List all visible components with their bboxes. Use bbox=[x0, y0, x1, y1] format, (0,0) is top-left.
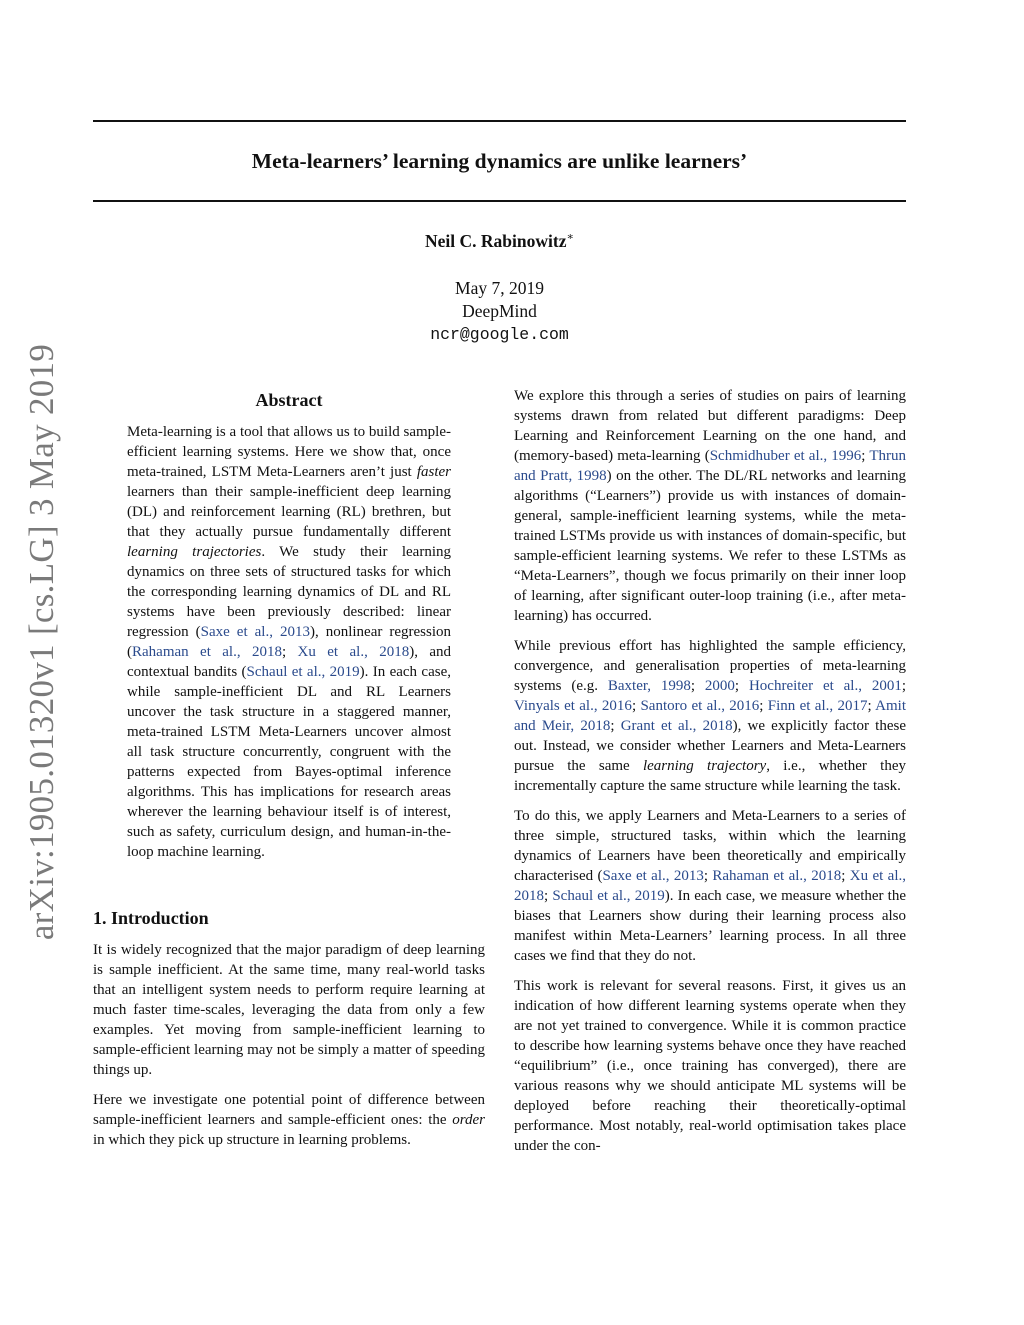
paper-date: May 7, 2019 bbox=[455, 278, 544, 298]
citation-link[interactable]: Amit and Meir, 2018 bbox=[514, 698, 906, 734]
author-footnote-mark: ∗ bbox=[566, 231, 574, 243]
arxiv-identifier-stamp: arXiv:1905.01320v1 [cs.LG] 3 May 2019 bbox=[22, 343, 61, 941]
citation-link[interactable]: Schmidhuber et al., 1996 bbox=[709, 448, 862, 464]
paper-title: Meta-learners’ learning dynamics are unlike learners’ bbox=[251, 149, 748, 173]
citation-link[interactable]: Rahaman et al., 2018 bbox=[712, 868, 842, 884]
citation-link[interactable]: Saxe et al., 2013 bbox=[200, 624, 310, 640]
intro-paragraph: Here we investigate one potential point of difference between sample-inefficient learners and sample-efficient ones: the order in which they pick up structure in learning problems. bbox=[93, 1092, 485, 1148]
right-column bbox=[514, 386, 906, 1166]
citation-link[interactable]: Santoro et al., 2016 bbox=[640, 698, 760, 714]
left-column bbox=[93, 384, 485, 1160]
author-name bbox=[93, 230, 906, 252]
citation-link[interactable]: Baxter, 1998 bbox=[607, 678, 691, 694]
body-paragraph: To do this, we apply Learners and Meta-Learners to a series of three simple, structured tasks, within which the learning dynamics of Learners have been theoretically and empirically characterised (Saxe et al., 2013; Rahaman et al., 2018; Xu et al., 2018; Schaul et al., 2019). In each case, we measure whether the biases that Learners show during their learning process also manifest within Meta-Learners’ learning process. In all three cases we find that they do not. bbox=[514, 808, 907, 964]
citation-link[interactable]: Rahaman et al., 2018 bbox=[132, 644, 282, 660]
intro-paragraph: It is widely recognized that the major paradigm of deep learning is sample inefficient. At the same time, many real-world tasks that an intelligent system needs to perform require learning at much faster time-scales, leveraging the data from only a few examples. Yet moving from sample-inefficient learning to sample-efficient learning may not be simply a matter of speeding things up. bbox=[93, 942, 485, 1078]
title-rule-top bbox=[93, 120, 906, 122]
citation-link[interactable]: Grant et al., 2018 bbox=[620, 718, 733, 734]
citation-link[interactable]: 2000 bbox=[704, 678, 735, 694]
citation-link[interactable]: Xu et al., 2018 bbox=[514, 868, 906, 904]
citation-link[interactable]: Schaul et al., 2019 bbox=[552, 888, 665, 904]
abstract-text: Meta-learning is a tool that allows us to build sample-efficient learning systems. Here we show that, once meta-trained, LSTM Meta-Learners aren’t just faster learners than their sample-inefficient deep learning (DL) and reinforcement learning (RL) brethren, but that they actually pursue fundamentally different learning trajectories. We study their learning dynamics on three sets of structured tasks for which the corresponding learning dynamics of DL and RL systems have been previously described: linear regression (Saxe et al., 2013), nonlinear regression (Rahaman et al., 2018; Xu et al., 2018), and contextual bandits (Schaul et al., 2019). In each case, while sample-inefficient DL and RL Learners uncover the task structure in a staggered manner, meta-trained LSTM Meta-Learners uncover almost all task structure concurrently, congruent with the patterns expected from Bayes-optimal inference algorithms. This has implications for research areas wherever the learning behaviour itself is of interest, such as safety, curriculum design, and human-in-the-loop machine learning. bbox=[127, 424, 452, 860]
abstract-heading: Abstract bbox=[255, 390, 323, 410]
citation-link[interactable]: Saxe et al., 2013 bbox=[602, 868, 704, 884]
body-paragraph: We explore this through a series of studies on pairs of learning systems drawn from related but different paradigms: Deep Learning and Reinforcement Learning on the one hand, and (memory-based) meta-learning (Schmidhuber et al., 1996; Thrun and Pratt, 1998) on the other. The DL/RL networks and learning algorithms (“Learners”) provide us with instances of domain-general, sample-inefficient learning systems, while the meta-trained LSTMs provide us with instances of domain-specific, but sample-efficient learning systems. We refer to these LSTMs as “Meta-Learners”, though we focus primarily on their inner loop of learning, after significant outer-loop training (i.e., after meta-learning) has occurred. bbox=[514, 388, 906, 624]
citation-link[interactable]: Hochreiter et al., 2001 bbox=[748, 678, 902, 694]
author-affiliation: DeepMind bbox=[462, 301, 537, 321]
citation-link[interactable]: Vinyals et al., 2016 bbox=[514, 698, 632, 714]
body-paragraph: While previous effort has highlighted the sample efficiency, convergence, and generalisation properties of meta-learning systems (e.g. Baxter, 1998; 2000; Hochreiter et al., 2001; Vinyals et al., 2016; Santoro et al., 2016; Finn et al., 2017; Amit and Meir, 2018; Grant et al., 2018), we explicitly factor these out. Instead, we consider whether Learners and Meta-Learners pursue the same learning trajectory, i.e., whether they incrementally capture the same structure while learning the task. bbox=[514, 638, 907, 794]
author-email[interactable]: ncr@google.com bbox=[430, 325, 569, 344]
body-paragraph: This work is relevant for several reasons. First, it gives us an indication of how different learning systems operate when they are not yet trained to convergence. While it is common practice to describe how learning systems behave once they have reached “equilibrium” (i.e., once training has converged), there are various reasons why we should anticipate ML systems will be deployed before reaching their theoretically-optimal performance. Most notably, real-world optimisation takes place under the con- bbox=[514, 978, 906, 1154]
citation-link[interactable]: Xu et al., 2018 bbox=[297, 644, 410, 660]
author-name-text: Neil C. Rabinowitz bbox=[425, 230, 567, 251]
title-rule-bottom bbox=[93, 200, 906, 202]
citation-link[interactable]: Thrun and Pratt, 1998 bbox=[514, 448, 906, 484]
section-heading-introduction: 1. Introduction bbox=[93, 908, 209, 928]
citation-link[interactable]: Finn et al., 2017 bbox=[767, 698, 868, 714]
citation-link[interactable]: Schaul et al., 2019 bbox=[246, 664, 360, 680]
